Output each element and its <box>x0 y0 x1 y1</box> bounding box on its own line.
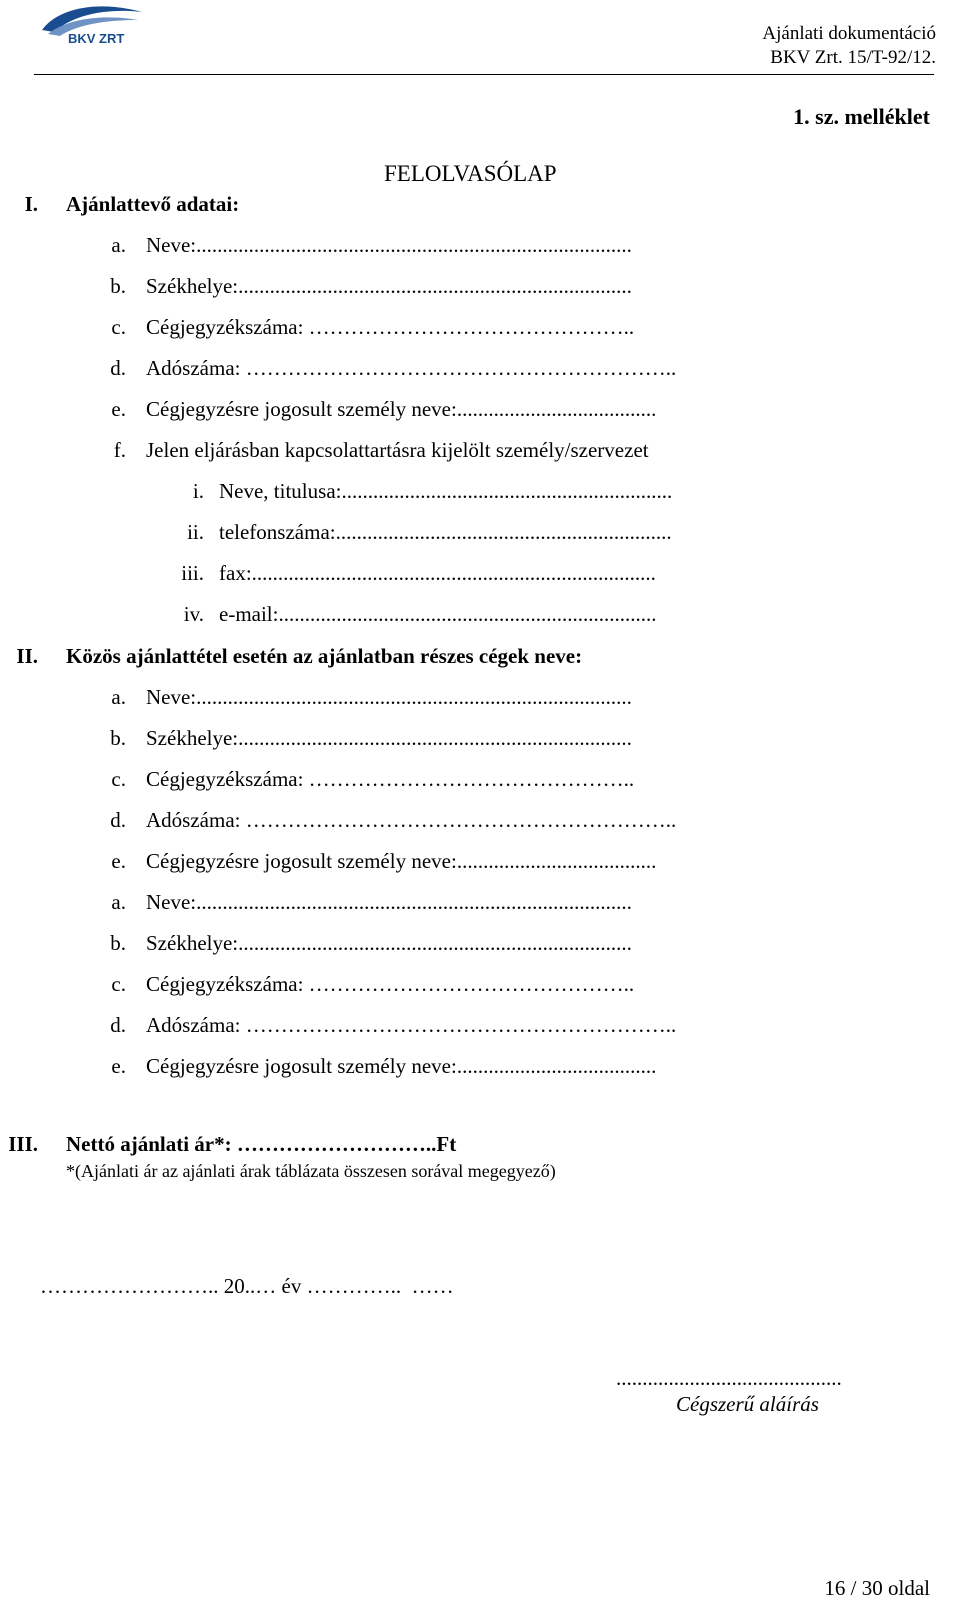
contact-email: e-mail:........................................................................ <box>219 602 657 626</box>
section2-item-label: a. <box>111 685 126 709</box>
contact-name-title: Neve, titulusa:............................................................... <box>219 479 673 503</box>
header-doc-title: Ajánlati dokumentáció <box>762 23 936 44</box>
section2-number: II. <box>16 644 38 668</box>
section3-number: III. <box>8 1132 38 1156</box>
section1-item-label: a. <box>111 233 126 257</box>
section1-field-registry: Cégjegyzékszáma: ……………………………………….. <box>146 315 635 339</box>
section1-item-label: f. <box>113 438 126 462</box>
page-title: FELOLVASÓLAP <box>384 161 557 186</box>
section2-field-registry: Cégjegyzékszáma: ……………………………………….. <box>146 767 635 791</box>
section2-item-label: c. <box>111 972 126 996</box>
section2-field-seat: Székhelye:........................................................................... <box>146 726 632 750</box>
section2-field-tax: Adószáma: …………………………………………………….. <box>146 808 677 832</box>
page-number: 16 / 30 oldal <box>824 1576 930 1600</box>
section2-field-name: Neve:................................................................................... <box>146 685 632 709</box>
section2-item-label: d. <box>110 1013 126 1037</box>
section1-heading: Ajánlattevő adatai: <box>66 192 240 216</box>
section1-field-contact: Jelen eljárásban kapcsolattartásra kijelölt személy/szervezet <box>146 438 649 462</box>
section2-item-label: e. <box>111 849 126 873</box>
date-line: …………………….. 20..… év ………….. …… <box>40 1274 454 1298</box>
section1-field-signatory: Cégjegyzésre jogosult személy neve:...................................... <box>146 397 657 421</box>
section1-field-tax: Adószáma: …………………………………………………….. <box>146 356 677 380</box>
section1-subitem-label: i. <box>192 479 204 503</box>
section2-item-label: d. <box>110 808 126 832</box>
contact-fax: fax:............................................................................. <box>219 561 656 585</box>
logo-text: BKV ZRT <box>68 31 125 46</box>
section1-subitem-label: iv. <box>183 602 204 626</box>
bkv-logo <box>38 2 150 48</box>
section2-field-registry: Cégjegyzékszáma: ……………………………………….. <box>146 972 635 996</box>
annex-label: 1. sz. melléklet <box>793 104 930 129</box>
section2-field-name: Neve:................................................................................... <box>146 890 632 914</box>
section1-subitem-label: iii. <box>181 561 204 585</box>
section2-item-label: b. <box>110 726 126 750</box>
section2-item-label: c. <box>111 767 126 791</box>
section1-field-seat: Székhelye:........................................................................... <box>146 274 632 298</box>
section2-item-label: e. <box>111 1054 126 1078</box>
signature-label: Cégszerű aláírás <box>676 1392 819 1416</box>
section1-number: I. <box>24 192 38 216</box>
section2-item-label: a. <box>111 890 126 914</box>
price-footnote: *(Ajánlati ár az ajánlati árak táblázata összesen sorával megegyező) <box>66 1161 556 1181</box>
section1-item-label: c. <box>111 315 126 339</box>
section1-item-label: b. <box>110 274 126 298</box>
section1-item-label: e. <box>111 397 126 421</box>
section2-field-seat: Székhelye:........................................................................... <box>146 931 632 955</box>
section2-heading: Közös ajánlattétel esetén az ajánlatban részes cégek neve: <box>66 644 583 668</box>
signature-line: ........................................... <box>616 1366 842 1390</box>
section2-item-label: b. <box>110 931 126 955</box>
header-divider <box>34 74 934 75</box>
contact-phone: telefonszáma:................................................................ <box>219 520 672 544</box>
section2-field-signatory: Cégjegyzésre jogosult személy neve:...................................... <box>146 849 657 873</box>
header-doc-number: BKV Zrt. 15/T-92/12. <box>770 47 936 68</box>
section2-field-signatory: Cégjegyzésre jogosult személy neve:...................................... <box>146 1054 657 1078</box>
section2-field-tax: Adószáma: …………………………………………………….. <box>146 1013 677 1037</box>
section1-subitem-label: ii. <box>187 520 204 544</box>
section1-field-name: Neve:................................................................................... <box>146 233 632 257</box>
net-price-field: Nettó ajánlati ár*: ………………………..Ft <box>66 1132 457 1156</box>
section1-item-label: d. <box>110 356 126 380</box>
